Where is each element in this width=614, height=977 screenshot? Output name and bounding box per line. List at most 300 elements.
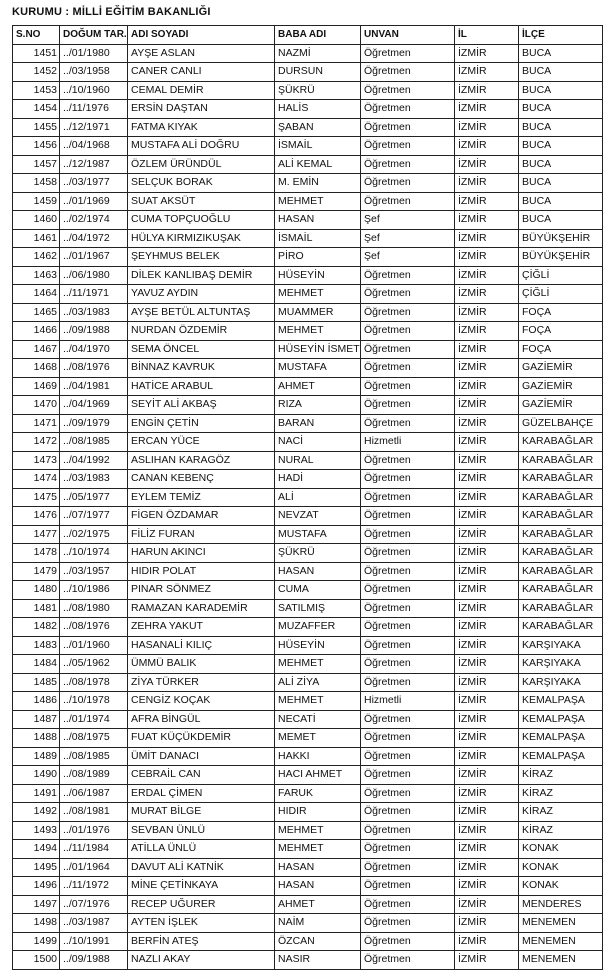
province-cell: İZMİR [455, 63, 519, 82]
district-cell: KARABAĞLAR [519, 618, 603, 637]
father-name-cell: İSMAİL [275, 229, 361, 248]
father-name-cell: ALİ ZİYA [275, 673, 361, 692]
birth-date-cell: ../08/1980 [60, 599, 128, 618]
district-cell: KONAK [519, 858, 603, 877]
province-cell: İZMİR [455, 692, 519, 711]
district-cell: KARABAĞLAR [519, 525, 603, 544]
title-cell: Öğretmen [361, 655, 455, 674]
birth-date-cell: ../12/1987 [60, 155, 128, 174]
full-name-cell: SUAT AKSÜT [128, 192, 275, 211]
sno-cell: 1469 [13, 377, 60, 396]
table-row [13, 599, 603, 618]
father-name-cell: ALİ KEMAL [275, 155, 361, 174]
birth-date-cell: ../03/1983 [60, 303, 128, 322]
title-cell: Öğretmen [361, 118, 455, 137]
table-row [13, 100, 603, 119]
province-cell: İZMİR [455, 81, 519, 100]
father-name-cell: NECATİ [275, 710, 361, 729]
province-cell: İZMİR [455, 655, 519, 674]
birth-date-cell: ../03/1983 [60, 470, 128, 489]
title-cell: Öğretmen [361, 562, 455, 581]
title-cell: Öğretmen [361, 488, 455, 507]
sno-cell: 1498 [13, 914, 60, 933]
table-row [13, 211, 603, 230]
title-cell: Öğretmen [361, 951, 455, 970]
full-name-cell: DAVUT ALİ KATNİK [128, 858, 275, 877]
father-name-cell: MEHMET [275, 322, 361, 341]
title-cell: Öğretmen [361, 396, 455, 415]
birth-date-cell: ../05/1977 [60, 488, 128, 507]
father-name-cell: SATILMIŞ [275, 599, 361, 618]
table-row [13, 840, 603, 859]
sno-cell: 1453 [13, 81, 60, 100]
table-row [13, 303, 603, 322]
birth-date-cell: ../01/1974 [60, 710, 128, 729]
full-name-cell: ENGİN ÇETİN [128, 414, 275, 433]
full-name-cell: CUMA TOPÇUOĞLU [128, 211, 275, 230]
full-name-cell: CEMAL DEMİR [128, 81, 275, 100]
district-cell: KARŞIYAKA [519, 673, 603, 692]
full-name-cell: EYLEM TEMİZ [128, 488, 275, 507]
title-cell: Öğretmen [361, 599, 455, 618]
title-cell: Öğretmen [361, 155, 455, 174]
table-row [13, 451, 603, 470]
full-name-cell: YAVUZ AYDIN [128, 285, 275, 304]
province-cell: İZMİR [455, 322, 519, 341]
sno-cell: 1499 [13, 932, 60, 951]
full-name-cell: MUSTAFA ALİ DOĞRU [128, 137, 275, 156]
full-name-cell: CENGİZ KOÇAK [128, 692, 275, 711]
district-cell: KARABAĞLAR [519, 470, 603, 489]
title-cell: Öğretmen [361, 858, 455, 877]
full-name-cell: HÜLYA KIRMIZIKUŞAK [128, 229, 275, 248]
title-cell: Öğretmen [361, 544, 455, 563]
birth-date-cell: ../08/1976 [60, 359, 128, 378]
table-row [13, 914, 603, 933]
district-cell: KEMALPAŞA [519, 747, 603, 766]
title-cell: Hizmetli [361, 433, 455, 452]
district-cell: FOÇA [519, 303, 603, 322]
province-cell: İZMİR [455, 951, 519, 970]
father-name-cell: NAZMİ [275, 44, 361, 63]
province-cell: İZMİR [455, 377, 519, 396]
column-header-birth-date: DOĞUM TAR. [60, 26, 128, 45]
personnel-table [12, 25, 603, 970]
province-cell: İZMİR [455, 821, 519, 840]
sno-cell: 1472 [13, 433, 60, 452]
page-title: KURUMU : MİLLİ EĞİTİM BAKANLIĞI [12, 6, 211, 18]
table-row [13, 118, 603, 137]
birth-date-cell: ../12/1971 [60, 118, 128, 137]
birth-date-cell: ../03/1958 [60, 63, 128, 82]
father-name-cell: MUZAFFER [275, 618, 361, 637]
district-cell: BÜYÜKŞEHİR [519, 229, 603, 248]
district-cell: FOÇA [519, 340, 603, 359]
father-name-cell: MEHMET [275, 840, 361, 859]
title-cell: Öğretmen [361, 784, 455, 803]
father-name-cell: NAİM [275, 914, 361, 933]
district-cell: KEMALPAŞA [519, 692, 603, 711]
birth-date-cell: ../10/1986 [60, 581, 128, 600]
sno-cell: 1479 [13, 562, 60, 581]
sno-cell: 1462 [13, 248, 60, 267]
birth-date-cell: ../06/1980 [60, 266, 128, 285]
table-row [13, 951, 603, 970]
title-cell: Öğretmen [361, 636, 455, 655]
province-cell: İZMİR [455, 507, 519, 526]
district-cell: BUCA [519, 63, 603, 82]
table-row [13, 155, 603, 174]
district-cell: KİRAZ [519, 821, 603, 840]
sno-cell: 1484 [13, 655, 60, 674]
province-cell: İZMİR [455, 914, 519, 933]
title-cell: Öğretmen [361, 174, 455, 193]
father-name-cell: AHMET [275, 377, 361, 396]
full-name-cell: FİGEN ÖZDAMAR [128, 507, 275, 526]
father-name-cell: HACI AHMET [275, 766, 361, 785]
district-cell: MENEMEN [519, 932, 603, 951]
title-cell: Öğretmen [361, 747, 455, 766]
district-cell: BUCA [519, 174, 603, 193]
table-row [13, 544, 603, 563]
table-row [13, 248, 603, 267]
province-cell: İZMİR [455, 414, 519, 433]
province-cell: İZMİR [455, 858, 519, 877]
full-name-cell: MURAT BİLGE [128, 803, 275, 822]
birth-date-cell: ../11/1972 [60, 877, 128, 896]
table-row [13, 44, 603, 63]
table-row [13, 63, 603, 82]
title-cell: Öğretmen [361, 729, 455, 748]
birth-date-cell: ../01/1976 [60, 821, 128, 840]
father-name-cell: HÜSEYİN [275, 636, 361, 655]
province-cell: İZMİR [455, 784, 519, 803]
full-name-cell: AYTEN İŞLEK [128, 914, 275, 933]
father-name-cell: HIDIR [275, 803, 361, 822]
sno-cell: 1471 [13, 414, 60, 433]
sno-cell: 1452 [13, 63, 60, 82]
province-cell: İZMİR [455, 877, 519, 896]
sno-cell: 1464 [13, 285, 60, 304]
full-name-cell: BİNNAZ KAVRUK [128, 359, 275, 378]
district-cell: KİRAZ [519, 803, 603, 822]
district-cell: KİRAZ [519, 784, 603, 803]
district-cell: KEMALPAŞA [519, 710, 603, 729]
province-cell: İZMİR [455, 285, 519, 304]
sno-cell: 1463 [13, 266, 60, 285]
father-name-cell: HASAN [275, 562, 361, 581]
sno-cell: 1465 [13, 303, 60, 322]
province-cell: İZMİR [455, 932, 519, 951]
table-row [13, 470, 603, 489]
table-row [13, 655, 603, 674]
full-name-cell: RECEP UĞURER [128, 895, 275, 914]
table-row [13, 784, 603, 803]
table-row [13, 414, 603, 433]
title-cell: Öğretmen [361, 932, 455, 951]
province-cell: İZMİR [455, 340, 519, 359]
title-cell: Öğretmen [361, 451, 455, 470]
table-row [13, 803, 603, 822]
table-row [13, 396, 603, 415]
full-name-cell: CANAN KEBENÇ [128, 470, 275, 489]
full-name-cell: HARUN AKINCI [128, 544, 275, 563]
father-name-cell: MEHMET [275, 692, 361, 711]
full-name-cell: ERCAN YÜCE [128, 433, 275, 452]
birth-date-cell: ../02/1975 [60, 525, 128, 544]
district-cell: KARABAĞLAR [519, 433, 603, 452]
title-cell: Öğretmen [361, 359, 455, 378]
province-cell: İZMİR [455, 747, 519, 766]
full-name-cell: FATMA KIYAK [128, 118, 275, 137]
province-cell: İZMİR [455, 248, 519, 267]
province-cell: İZMİR [455, 155, 519, 174]
table-row [13, 636, 603, 655]
full-name-cell: ÜMİT DANACI [128, 747, 275, 766]
birth-date-cell: ../01/1980 [60, 44, 128, 63]
district-cell: GAZİEMİR [519, 396, 603, 415]
district-cell: GÜZELBAHÇE [519, 414, 603, 433]
father-name-cell: MEHMET [275, 192, 361, 211]
title-cell: Öğretmen [361, 673, 455, 692]
district-cell: KARABAĞLAR [519, 599, 603, 618]
table-row [13, 174, 603, 193]
table-row [13, 81, 603, 100]
province-cell: İZMİR [455, 895, 519, 914]
province-cell: İZMİR [455, 192, 519, 211]
title-cell: Öğretmen [361, 821, 455, 840]
full-name-cell: ATİLLA ÜNLÜ [128, 840, 275, 859]
table-row [13, 932, 603, 951]
title-cell: Öğretmen [361, 322, 455, 341]
birth-date-cell: ../11/1984 [60, 840, 128, 859]
table-row [13, 877, 603, 896]
district-cell: BUCA [519, 44, 603, 63]
full-name-cell: HASANALİ KILIÇ [128, 636, 275, 655]
table-row [13, 229, 603, 248]
title-cell: Öğretmen [361, 803, 455, 822]
birth-date-cell: ../08/1975 [60, 729, 128, 748]
sno-cell: 1483 [13, 636, 60, 655]
father-name-cell: HASAN [275, 877, 361, 896]
district-cell: KONAK [519, 877, 603, 896]
birth-date-cell: ../09/1988 [60, 951, 128, 970]
full-name-cell: MİNE ÇETİNKAYA [128, 877, 275, 896]
sno-cell: 1481 [13, 599, 60, 618]
full-name-cell: ÜMMÜ BALIK [128, 655, 275, 674]
father-name-cell: MEHMET [275, 655, 361, 674]
table-row [13, 322, 603, 341]
father-name-cell: MUSTAFA [275, 525, 361, 544]
table-row [13, 710, 603, 729]
sno-cell: 1493 [13, 821, 60, 840]
birth-date-cell: ../08/1978 [60, 673, 128, 692]
birth-date-cell: ../01/1960 [60, 636, 128, 655]
title-cell: Öğretmen [361, 63, 455, 82]
father-name-cell: DURSUN [275, 63, 361, 82]
province-cell: İZMİR [455, 118, 519, 137]
province-cell: İZMİR [455, 451, 519, 470]
sno-cell: 1494 [13, 840, 60, 859]
title-cell: Öğretmen [361, 710, 455, 729]
district-cell: GAZİEMİR [519, 377, 603, 396]
title-cell: Öğretmen [361, 303, 455, 322]
father-name-cell: MEHMET [275, 285, 361, 304]
sno-cell: 1476 [13, 507, 60, 526]
table-row [13, 581, 603, 600]
full-name-cell: SEVBAN ÜNLÜ [128, 821, 275, 840]
province-cell: İZMİR [455, 562, 519, 581]
father-name-cell: HASAN [275, 858, 361, 877]
table-row [13, 266, 603, 285]
table-row [13, 433, 603, 452]
district-cell: MENDERES [519, 895, 603, 914]
table-row [13, 766, 603, 785]
sno-cell: 1492 [13, 803, 60, 822]
father-name-cell: HASAN [275, 211, 361, 230]
full-name-cell: ŞEYHMUS BELEK [128, 248, 275, 267]
father-name-cell: M. EMİN [275, 174, 361, 193]
sno-cell: 1489 [13, 747, 60, 766]
district-cell: KONAK [519, 840, 603, 859]
title-cell: Öğretmen [361, 766, 455, 785]
column-header-province: İL [455, 26, 519, 45]
column-header-title: UNVAN [361, 26, 455, 45]
father-name-cell: HAKKI [275, 747, 361, 766]
full-name-cell: ZİYA TÜRKER [128, 673, 275, 692]
district-cell: MENEMEN [519, 914, 603, 933]
district-cell: KEMALPAŞA [519, 729, 603, 748]
full-name-cell: FUAT KÜÇÜKDEMİR [128, 729, 275, 748]
province-cell: İZMİR [455, 137, 519, 156]
province-cell: İZMİR [455, 729, 519, 748]
father-name-cell: HALİS [275, 100, 361, 119]
sno-cell: 1486 [13, 692, 60, 711]
title-cell: Öğretmen [361, 285, 455, 304]
province-cell: İZMİR [455, 525, 519, 544]
district-cell: BUCA [519, 211, 603, 230]
full-name-cell: NAZLI AKAY [128, 951, 275, 970]
full-name-cell: ZEHRA YAKUT [128, 618, 275, 637]
title-cell: Şef [361, 248, 455, 267]
birth-date-cell: ../07/1977 [60, 507, 128, 526]
province-cell: İZMİR [455, 433, 519, 452]
table-row [13, 618, 603, 637]
full-name-cell: SEMA ÖNCEL [128, 340, 275, 359]
province-cell: İZMİR [455, 544, 519, 563]
table-header-row [13, 26, 603, 45]
sno-cell: 1455 [13, 118, 60, 137]
full-name-cell: SELÇUK BORAK [128, 174, 275, 193]
district-cell: KARABAĞLAR [519, 488, 603, 507]
district-cell: KARŞIYAKA [519, 636, 603, 655]
district-cell: BUCA [519, 81, 603, 100]
table-row [13, 747, 603, 766]
birth-date-cell: ../08/1985 [60, 747, 128, 766]
province-cell: İZMİR [455, 488, 519, 507]
table-row [13, 821, 603, 840]
sno-cell: 1459 [13, 192, 60, 211]
table-row [13, 340, 603, 359]
father-name-cell: HÜSEYİN [275, 266, 361, 285]
province-cell: İZMİR [455, 100, 519, 119]
full-name-cell: BERFİN ATEŞ [128, 932, 275, 951]
father-name-cell: RIZA [275, 396, 361, 415]
table-row [13, 562, 603, 581]
full-name-cell: AYŞE BETÜL ALTUNTAŞ [128, 303, 275, 322]
full-name-cell: CANER CANLI [128, 63, 275, 82]
title-cell: Şef [361, 211, 455, 230]
province-cell: İZMİR [455, 766, 519, 785]
title-cell: Öğretmen [361, 377, 455, 396]
sno-cell: 1473 [13, 451, 60, 470]
title-cell: Öğretmen [361, 877, 455, 896]
birth-date-cell: ../04/1969 [60, 396, 128, 415]
father-name-cell: HÜSEYİN İSMET [275, 340, 361, 359]
district-cell: ÇİĞLİ [519, 285, 603, 304]
birth-date-cell: ../09/1988 [60, 322, 128, 341]
sno-cell: 1490 [13, 766, 60, 785]
birth-date-cell: ../09/1979 [60, 414, 128, 433]
birth-date-cell: ../04/1992 [60, 451, 128, 470]
table-row [13, 895, 603, 914]
full-name-cell: AYŞE ASLAN [128, 44, 275, 63]
father-name-cell: CUMA [275, 581, 361, 600]
sno-cell: 1451 [13, 44, 60, 63]
birth-date-cell: ../08/1976 [60, 618, 128, 637]
sno-cell: 1456 [13, 137, 60, 156]
title-cell: Öğretmen [361, 581, 455, 600]
title-cell: Şef [361, 229, 455, 248]
district-cell: BUCA [519, 137, 603, 156]
table-body [13, 44, 603, 969]
full-name-cell: HIDIR POLAT [128, 562, 275, 581]
birth-date-cell: ../08/1981 [60, 803, 128, 822]
birth-date-cell: ../03/1987 [60, 914, 128, 933]
title-cell: Öğretmen [361, 100, 455, 119]
full-name-cell: DİLEK KANLIBAŞ DEMİR [128, 266, 275, 285]
sno-cell: 1495 [13, 858, 60, 877]
father-name-cell: MEMET [275, 729, 361, 748]
father-name-cell: NASIR [275, 951, 361, 970]
birth-date-cell: ../11/1971 [60, 285, 128, 304]
birth-date-cell: ../08/1989 [60, 766, 128, 785]
birth-date-cell: ../04/1970 [60, 340, 128, 359]
table-row [13, 359, 603, 378]
province-cell: İZMİR [455, 636, 519, 655]
father-name-cell: İSMAİL [275, 137, 361, 156]
title-cell: Öğretmen [361, 340, 455, 359]
sno-cell: 1496 [13, 877, 60, 896]
sno-cell: 1460 [13, 211, 60, 230]
province-cell: İZMİR [455, 673, 519, 692]
column-header-full-name: ADI SOYADI [128, 26, 275, 45]
sno-cell: 1488 [13, 729, 60, 748]
column-header-sno: S.NO [13, 26, 60, 45]
sno-cell: 1485 [13, 673, 60, 692]
district-cell: MENEMEN [519, 951, 603, 970]
birth-date-cell: ../01/1967 [60, 248, 128, 267]
birth-date-cell: ../03/1957 [60, 562, 128, 581]
sno-cell: 1497 [13, 895, 60, 914]
province-cell: İZMİR [455, 803, 519, 822]
district-cell: ÇİĞLİ [519, 266, 603, 285]
province-cell: İZMİR [455, 599, 519, 618]
sno-cell: 1466 [13, 322, 60, 341]
table-row [13, 377, 603, 396]
sno-cell: 1458 [13, 174, 60, 193]
district-cell: BUCA [519, 155, 603, 174]
